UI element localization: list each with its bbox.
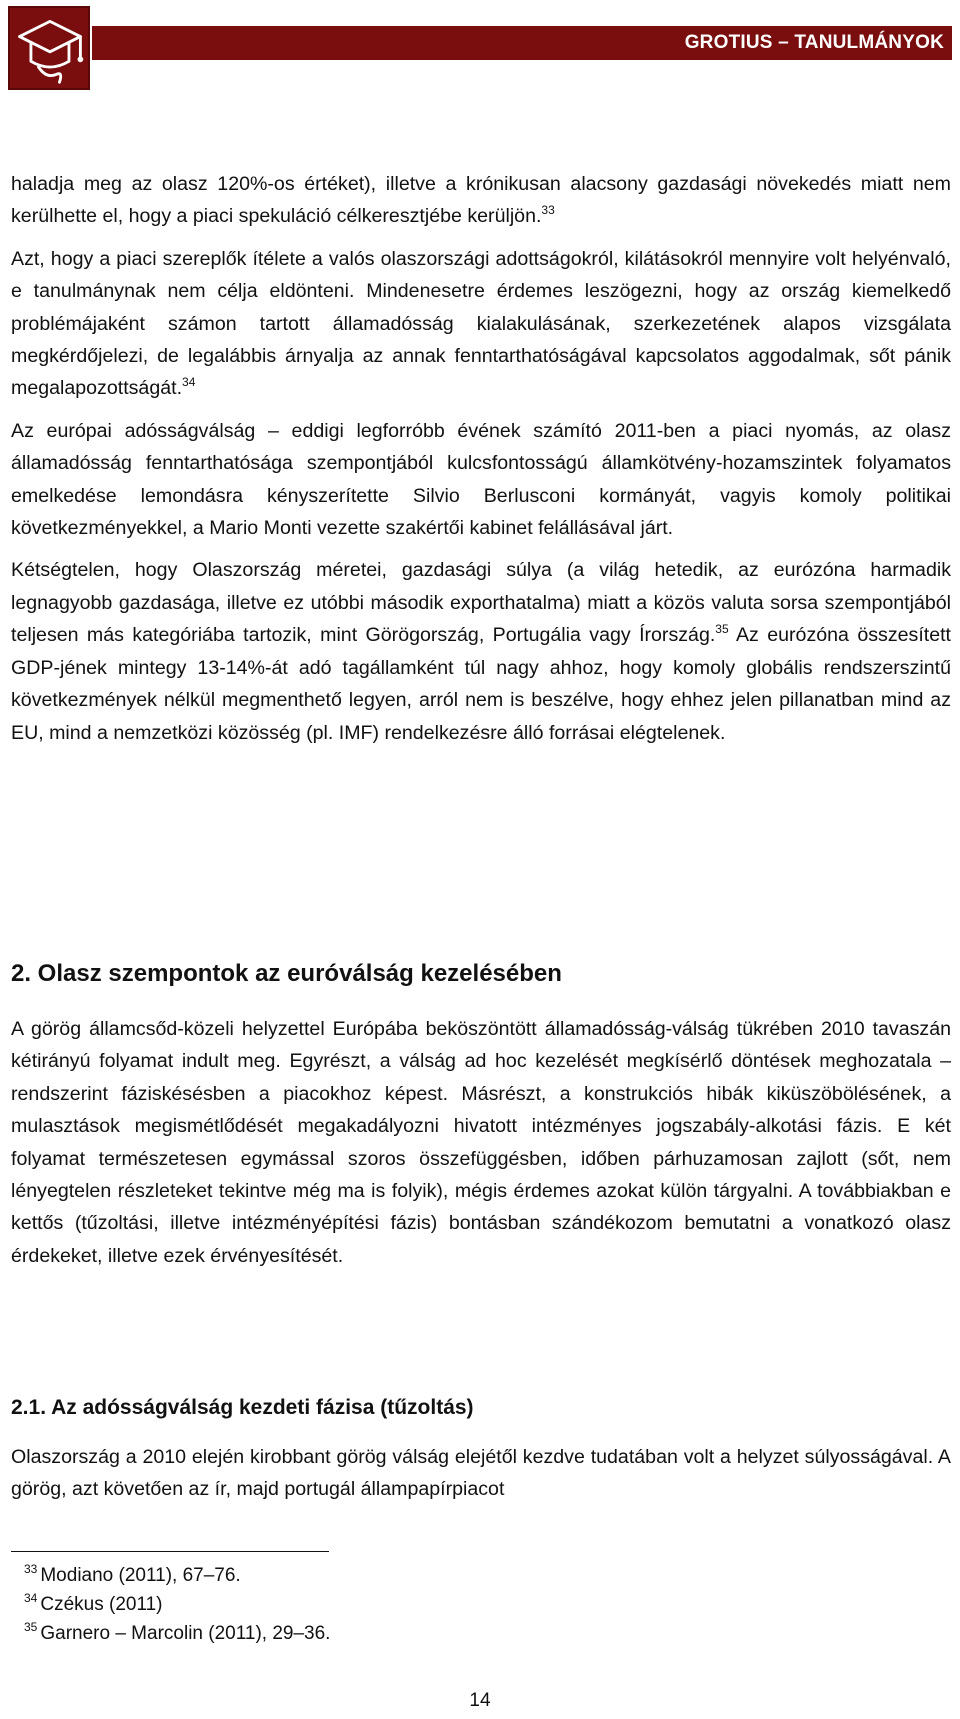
paragraph-text: Az eurózóna összesített GDP-jének mintegy 13-14%-át adó tagállamként túl nagy ahhoz, hogy komoly globális rendszerszintű következmények nélkül megmenthető legyen, arról nem is beszélve, hogy ehhez jelen pillanatban mind az EU, mind a nemzetközi közösség (pl. IMF) rendelkezésre álló forrásai elégtelenek. [11,624,951,744]
paragraph-text: Azt, hogy a piaci szereplők ítélete a valós olaszországi adottságokról, kilátásokról mennyire volt helyénvaló, e tanulmánynak nem célja eldönteni. Mindenesetre érdemes leszögezni, hogy az ország kiemelkedő problémájaként számon tartott államadósság kialakulásának, szerkezetének alapos vizsgálata megkérdőjelezi, de legalábbis árnyalja az annak fenntarthatóságával kapcsolatos aggodalmak, sőt pánik megalapozottságát. [11,247,951,400]
subsection-heading: 2.1. Az adósságválság kezdeti fázisa (tűzoltás) [11,1396,474,1419]
paragraph [11,415,951,545]
paragraph-text: Kétségtelen, hogy Olaszország méretei, gazdasági súlya (a világ hetedik, az eurózóna harmadik legnagyobb gazdasága, illetve ez utóbbi második exporthatalma) miatt a közös valuta sorsa szempontjából teljesen más kategóriába tartozik, mint Görögország, Portugália vagy Írország. [11,559,951,647]
paragraph [11,243,951,405]
footnote [24,1619,330,1648]
footnote-ref[interactable]: 35 [715,622,729,637]
footnote-text: Modiano (2011), 67–76. [40,1565,241,1586]
section-heading: 2. Olasz szempontok az euróválság kezelésében [11,960,562,987]
footnote-ref[interactable]: 34 [182,375,196,390]
footnote-separator [11,1551,329,1552]
footnote-text: Czékus (2011) [40,1594,163,1615]
paragraph [11,554,951,748]
paragraph: Olaszország a 2010 elején kirobbant görög válság elejétől kezdve tudatában volt a helyzet súlyosságával. A görög, azt követően az ír, majd portugál állampapírpiacot [11,1446,951,1501]
header-banner [92,26,952,60]
footnote [24,1590,330,1619]
footnotes [24,1561,330,1648]
footnote-ref[interactable]: 33 [541,203,555,218]
section-body [11,1013,951,1282]
logo-graphic [10,8,88,88]
subsection-body [11,1441,951,1516]
paragraph [11,168,951,233]
footnote-number: 35 [24,1620,38,1634]
graduation-cap-logo-icon [8,6,90,90]
page-number: 14 [469,1690,491,1711]
paragraph-text: haladja meg az olasz 120%-os értéket), illetve a krónikusan alacsony gazdasági növekedés miatt nem kerülhette el, hogy a piaci spekuláció célkeresztjébe kerüljön. [11,173,951,228]
paragraph: A görög államcsőd-közeli helyzettel Európába beköszöntött államadósság-válság tükrében 2010 tavaszán kétirányú folyamat indult meg. Egyrészt, a válság ad hoc kezelését megkísérlő döntések meghozatala – rendszerint fáziskésésben a piacokhoz képest. Másrészt, a konstrukciós hibák kiküszöbölésének, a mulasztások megismétlődését megakadályozni hivatott intézményes jogszabály-alkotási fázis. E két folyamat természetesen egymással szoros összefüggésben, időben párhuzamosan zajlott (sőt, nem lényegtelen részleteket tekintve még ma is folyik), mégis érdemes azokat külön tárgyalni. A továbbiakban e kettős (tűzoltási, illetve intézményépítési fázis) bontásban szándékozom bemutatni a vonatkozó olasz érdekeket, illetve ezek érvényesítését. [11,1018,951,1267]
paragraph-text: Az európai adósságválság – eddigi legforróbb évének számító 2011-ben a piaci nyomás, az olasz államadósság fenntarthatósága szempontjából kulcsfontosságú államkötvény-hozamszintek folyamatos emelkedése lemondásra kényszerítette Silvio Berlusconi kormányát, vagyis komoly politikai következményekkel, a Mario Monti vezette szakértői kabinet felállásával járt. [11,419,951,540]
footnote-number: 33 [24,1562,38,1576]
footnote-number: 34 [24,1591,38,1605]
footnote [24,1561,330,1590]
main-text [11,168,951,759]
footnote-text: Garnero – Marcolin (2011), 29–36. [40,1623,331,1644]
banner-title: GROTIUS – TANULMÁNYOK [684,32,944,53]
